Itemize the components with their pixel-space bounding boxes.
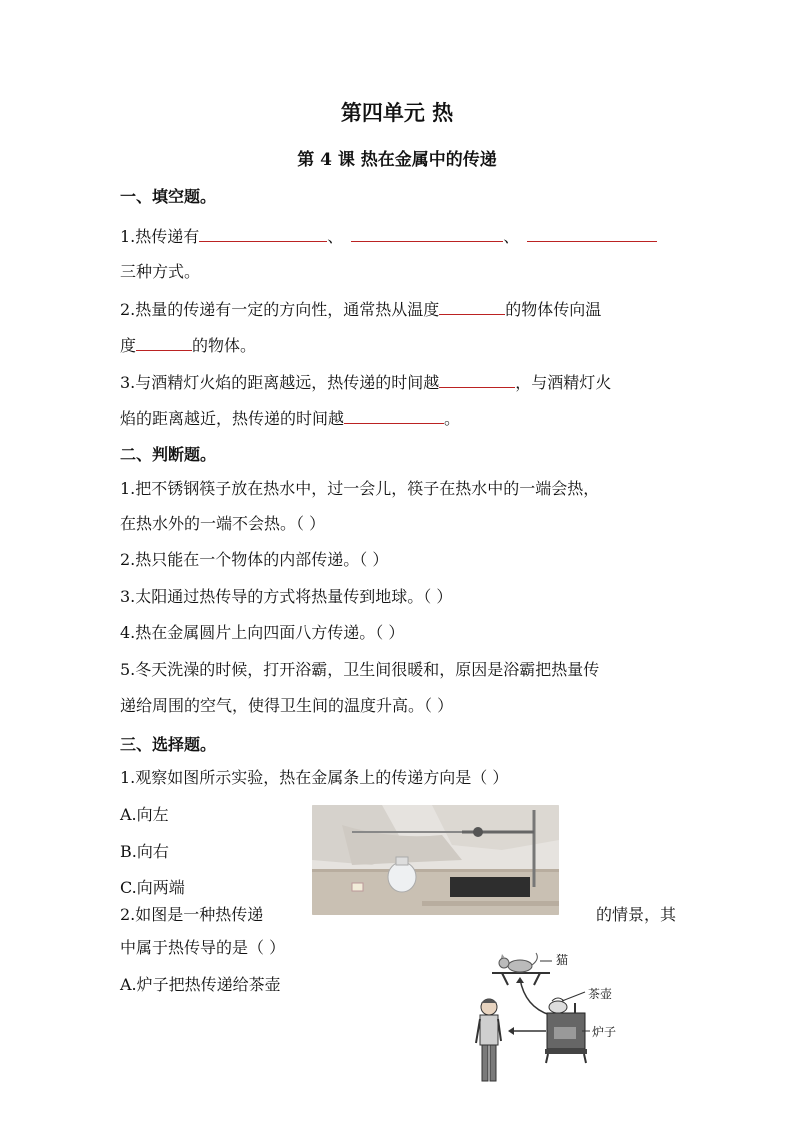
section-choice-heading: 三、选择题。 — [120, 735, 217, 754]
text: 3.与酒精灯火焰的距离越远，热传递的时间越 — [120, 373, 440, 392]
choice-q2-option-a[interactable]: A.炉子把热传递给茶壶 — [120, 975, 281, 994]
fill-q2-line1 — [120, 298, 601, 320]
fill-q1-line1 — [120, 225, 657, 247]
text: ，与酒精灯火 — [515, 373, 612, 392]
heat-transfer-illustration — [470, 945, 640, 1095]
fill-q2-line2 — [120, 334, 256, 356]
choice-q1-option-b[interactable]: B.向右 — [120, 842, 169, 861]
fill-q3-line1 — [120, 371, 611, 393]
text: 2.热量的传递有一定的方向性，通常热从温度 — [120, 300, 440, 319]
unit-title: 第四单元 热 — [340, 100, 454, 125]
text: 的物体。 — [192, 336, 257, 355]
judge-q4: 4.热在金属圆片上向四面八方传递。（ ） — [120, 623, 405, 642]
separator: 、 — [503, 227, 520, 246]
fill-q1-line2: 三种方式。 — [120, 262, 201, 281]
choice-q2-line2: 中属于热传导的是（ ） — [120, 938, 286, 957]
judge-q5-line2: 递给周围的空气，使得卫生间的温度升高。（ ） — [120, 696, 454, 715]
section-judge-heading: 二、判断题。 — [120, 445, 217, 464]
section-fill-blank-heading: 一、填空题。 — [120, 187, 217, 206]
text: 度 — [120, 336, 137, 355]
label-cat: 猫 — [556, 953, 569, 967]
judge-q1-line1: 1.把不锈钢筷子放在热水中，过一会儿，筷子在热水中的一端会热， — [120, 479, 600, 498]
answer-blank[interactable] — [199, 225, 327, 242]
label-stove: 炉子 — [592, 1025, 617, 1039]
label-kettle: 茶壶 — [588, 987, 613, 1001]
choice-q2-line1 — [120, 902, 676, 925]
text: 。 — [444, 409, 461, 428]
choice-q1-option-a[interactable]: A.向左 — [120, 805, 169, 824]
choice-q1-stem: 1.观察如图所示实验，热在金属条上的传递方向是（ ） — [120, 768, 509, 787]
fill-q1-prefix: 1.热传递有 — [120, 227, 200, 246]
answer-blank[interactable] — [344, 407, 444, 424]
judge-q5-line1: 5.冬天洗澡的时候，打开浴霸，卫生间很暖和，原因是浴霸把热量传 — [120, 660, 600, 679]
text: 的物体传向温 — [505, 300, 602, 319]
answer-blank[interactable] — [136, 334, 192, 351]
judge-q3: 3.太阳通过热传导的方式将热量传到地球。（ ） — [120, 587, 453, 606]
answer-blank[interactable] — [351, 225, 503, 242]
experiment-photo — [312, 805, 559, 915]
judge-q1-line2: 在热水外的一端不会热。（ ） — [120, 514, 326, 533]
fill-q3-line2 — [120, 407, 460, 429]
judge-q2: 2.热只能在一个物体的内部传递。（ ） — [120, 550, 389, 569]
text: 2.如图是一种热传递 — [120, 905, 264, 924]
text: 的情景，其 — [595, 905, 676, 924]
text: 焰的距离越近，热传递的时间越 — [120, 409, 345, 428]
choice-q1-option-c[interactable]: C.向两端 — [120, 878, 185, 897]
answer-blank[interactable] — [439, 298, 505, 315]
answer-blank[interactable] — [527, 225, 657, 242]
separator: 、 — [327, 227, 344, 246]
lesson-title: 第 4 课 热在金属中的传递 — [297, 150, 497, 170]
answer-blank[interactable] — [439, 371, 515, 388]
